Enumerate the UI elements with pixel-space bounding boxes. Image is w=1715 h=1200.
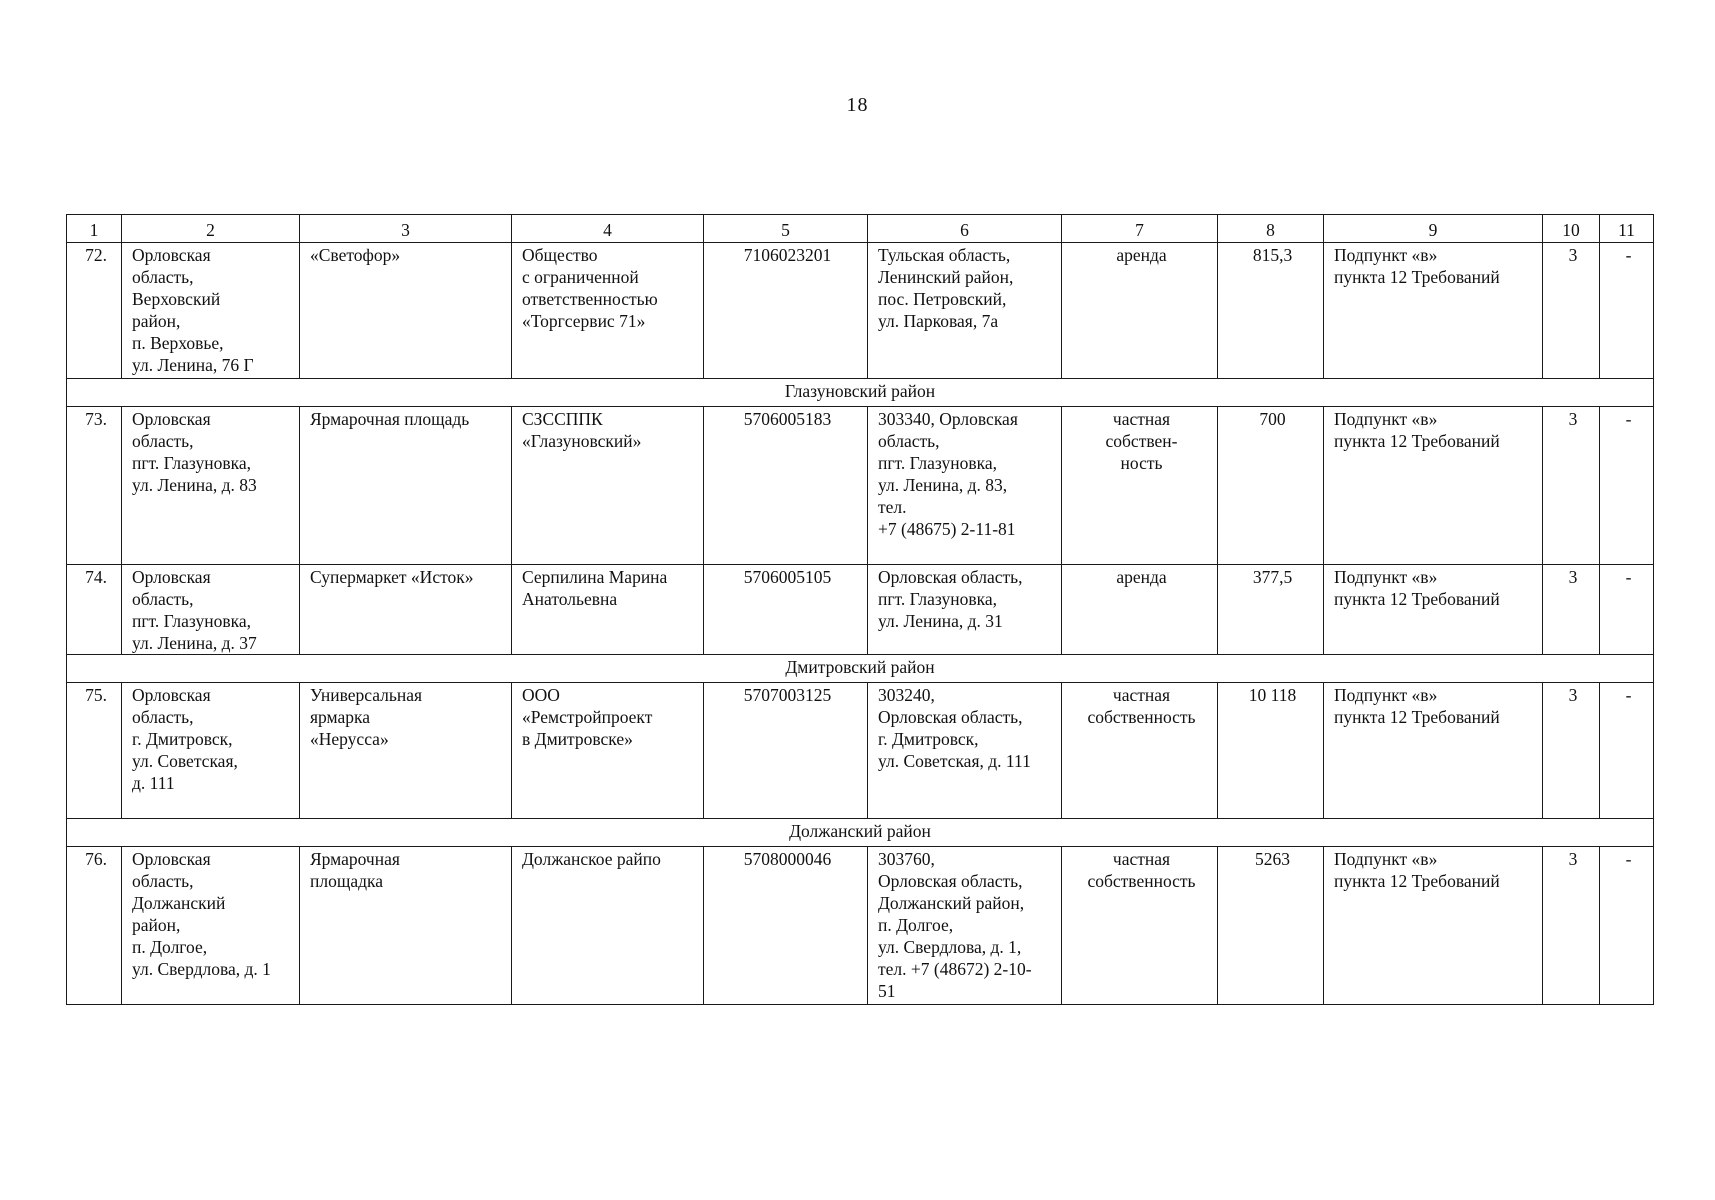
column-header: 9 — [1324, 215, 1543, 243]
column-11-value: - — [1600, 243, 1654, 379]
owner-address: 303760, Орловская область, Должанский район, п. Долгое, ул. Свердлова, д. 1, тел. +7 (48672) 2-10- 51 — [868, 847, 1062, 1005]
owner-inn: 5708000046 — [704, 847, 868, 1005]
owner-name: СЗССППК «Глазуновский» — [512, 407, 704, 565]
column-header: 11 — [1600, 215, 1654, 243]
column-11-value: - — [1600, 847, 1654, 1005]
right-type: частная собствен- ность — [1062, 407, 1218, 565]
owner-address: Орловская область, пгт. Глазуновка, ул. Ленина, д. 31 — [868, 565, 1062, 655]
row-number: 75. — [67, 683, 122, 819]
district-row — [67, 819, 1654, 847]
table-header-row — [67, 215, 1654, 243]
column-header: 5 — [704, 215, 868, 243]
column-header: 3 — [300, 215, 512, 243]
object-name: Ярмарочная площадь — [300, 407, 512, 565]
row-number: 74. — [67, 565, 122, 655]
area: 10 118 — [1218, 683, 1324, 819]
column-header: 10 — [1543, 215, 1600, 243]
owner-inn: 5706005105 — [704, 565, 868, 655]
table-row — [67, 243, 1654, 379]
owner-address: 303240, Орловская область, г. Дмитровск, ул. Советская, д. 111 — [868, 683, 1062, 819]
right-type: частная собственность — [1062, 683, 1218, 819]
column-header: 2 — [122, 215, 300, 243]
column-10-value: 3 — [1543, 847, 1600, 1005]
column-header: 7 — [1062, 215, 1218, 243]
district-name: Дмитровский район — [67, 655, 1654, 683]
column-10-value: 3 — [1543, 407, 1600, 565]
object-address: Орловская область, г. Дмитровск, ул. Советская, д. 111 — [122, 683, 300, 819]
column-header: 6 — [868, 215, 1062, 243]
object-address: Орловская область, Верховский район, п. Верховье, ул. Ленина, 76 Г — [122, 243, 300, 379]
right-type: частная собственность — [1062, 847, 1218, 1005]
object-name: Универсальная ярмарка «Нерусса» — [300, 683, 512, 819]
district-row — [67, 655, 1654, 683]
object-name: Супермаркет «Исток» — [300, 565, 512, 655]
legal-basis: Подпункт «в» пункта 12 Требований — [1324, 683, 1543, 819]
owner-inn: 5707003125 — [704, 683, 868, 819]
table-row — [67, 565, 1654, 655]
legal-basis: Подпункт «в» пункта 12 Требований — [1324, 847, 1543, 1005]
row-number: 72. — [67, 243, 122, 379]
owner-inn: 7106023201 — [704, 243, 868, 379]
area: 377,5 — [1218, 565, 1324, 655]
legal-basis: Подпункт «в» пункта 12 Требований — [1324, 243, 1543, 379]
object-address: Орловская область, пгт. Глазуновка, ул. Ленина, д. 37 — [122, 565, 300, 655]
table-row — [67, 847, 1654, 1005]
registry-table — [66, 214, 1654, 1005]
owner-address: Тульская область, Ленинский район, пос. Петровский, ул. Парковая, 7а — [868, 243, 1062, 379]
legal-basis: Подпункт «в» пункта 12 Требований — [1324, 407, 1543, 565]
column-11-value: - — [1600, 565, 1654, 655]
column-11-value: - — [1600, 407, 1654, 565]
right-type: аренда — [1062, 243, 1218, 379]
owner-name: ООО «Ремстройпроект в Дмитровске» — [512, 683, 704, 819]
right-type: аренда — [1062, 565, 1218, 655]
object-address: Орловская область, пгт. Глазуновка, ул. Ленина, д. 83 — [122, 407, 300, 565]
page-number: 18 — [846, 94, 869, 116]
column-10-value: 3 — [1543, 243, 1600, 379]
object-name: Ярмарочная площадка — [300, 847, 512, 1005]
owner-name: Общество с ограниченной ответственностью «Торгсервис 71» — [512, 243, 704, 379]
area: 815,3 — [1218, 243, 1324, 379]
column-header: 1 — [67, 215, 122, 243]
area: 700 — [1218, 407, 1324, 565]
table-row — [67, 683, 1654, 819]
object-address: Орловская область, Должанский район, п. Долгое, ул. Свердлова, д. 1 — [122, 847, 300, 1005]
table-row — [67, 407, 1654, 565]
row-number: 73. — [67, 407, 122, 565]
owner-address: 303340, Орловская область, пгт. Глазуновка, ул. Ленина, д. 83, тел. +7 (48675) 2-11-81 — [868, 407, 1062, 565]
district-row — [67, 379, 1654, 407]
owner-name: Должанское райпо — [512, 847, 704, 1005]
column-header: 8 — [1218, 215, 1324, 243]
area: 5263 — [1218, 847, 1324, 1005]
district-name: Глазуновский район — [67, 379, 1654, 407]
column-11-value: - — [1600, 683, 1654, 819]
column-header: 4 — [512, 215, 704, 243]
owner-inn: 5706005183 — [704, 407, 868, 565]
legal-basis: Подпункт «в» пункта 12 Требований — [1324, 565, 1543, 655]
row-number: 76. — [67, 847, 122, 1005]
object-name: «Светофор» — [300, 243, 512, 379]
district-name: Должанский район — [67, 819, 1654, 847]
column-10-value: 3 — [1543, 683, 1600, 819]
owner-name: Серпилина Марина Анатольевна — [512, 565, 704, 655]
column-10-value: 3 — [1543, 565, 1600, 655]
